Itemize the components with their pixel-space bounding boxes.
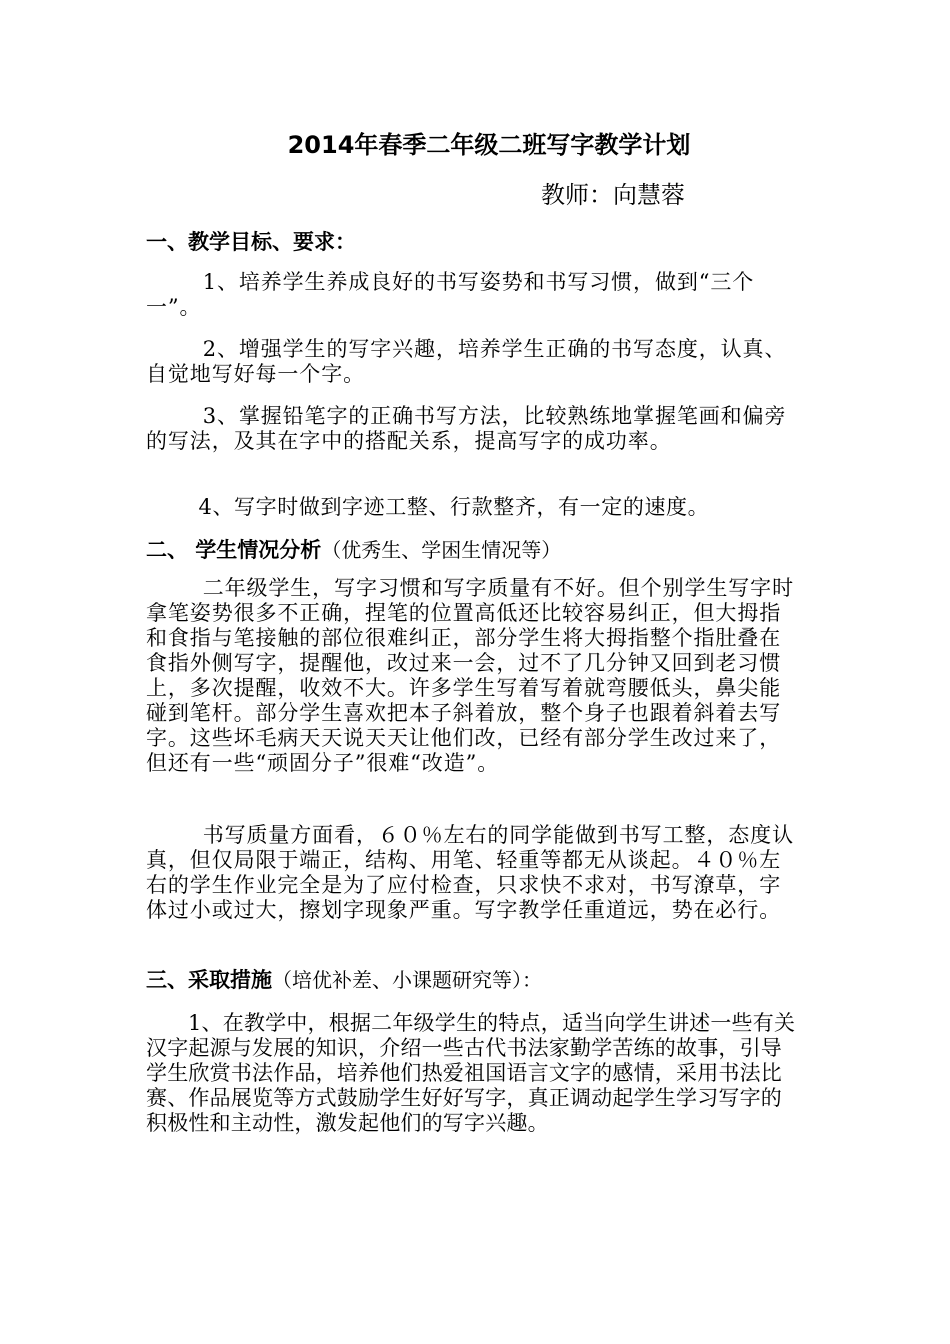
section-3-paragraph-1: 1、在教学中，根据二年级学生的特点，适当向学生讲述一些有关汉字起源与发展的知识，介绍一些古代书法家勤学苦练的故事，引导学生欣赏书法作品，培养他们热爱祖国语言文字的感情，采用书法比赛、作品展览等方式鼓励学生好好写字，真正调动起学生学习写字的积极性和主动性，激发起他们的写字兴趣。 (146, 1011, 796, 1135)
section-1-heading: 一、教学目标、要求： (146, 230, 356, 254)
document-title: 2014年春季二年级二班写字教学计划 (287, 131, 691, 159)
section-1-item-3: 3、掌握铅笔字的正确书写方法，比较熟练地掌握笔画和偏旁的写法，及其在字中的搭配关系，提高写字的成功率。 (146, 404, 787, 453)
section-2-heading-text: 二、 学生情况分析 (146, 538, 322, 562)
section-2-heading (146, 536, 561, 564)
section-2-paragraph-2: 书写质量方面看，６０％左右的同学能做到书写工整，态度认真，但仅局限于端正，结构、用笔、轻重等都无从谈起。４０％左右的学生作业完全是为了应付检查，只求快不求对，书写潦草，字体过小或过大，擦划字现象严重。写字教学任重道远，势在必行。 (146, 823, 794, 922)
section-1-item-4: 4、写字时做到字迹工整、行款整齐，有一定的速度。 (198, 495, 710, 519)
section-3-heading-note: （培优补差、小课题研究等）： (272, 968, 542, 992)
section-1-item-1: 1、培养学生养成良好的书写姿势和书写习惯，做到“三个一”。 (146, 270, 755, 319)
section-2-heading-note: （优秀生、学困生情况等） (321, 538, 562, 562)
section-3-heading (146, 966, 542, 994)
teacher-name: 教师：向慧蓉 (541, 181, 685, 209)
section-2-paragraph-1: 二年级学生，写字习惯和写字质量有不好。但个别学生写字时拿笔姿势很多不正确，捏笔的位置高低还比较容易纠正，但大拇指和食指与笔接触的部位很难纠正，部分学生将大拇指整个指肚叠在食指外侧写字，提醒他，改过来一会，过不了几分钟又回到老习惯上，多次提醒，收效不大。许多学生写着写着就弯腰低头，鼻尖能碰到笔杆。部分学生喜欢把本子斜着放，整个身子也跟着斜着去写字。这些坏毛病天天说天天让他们改，已经有部分学生改过来了，但还有一些“顽固分子”很难“改造”。 (146, 576, 794, 775)
section-3-heading-text: 三、采取措施 (146, 968, 272, 992)
section-1-item-2: 2、增强学生的写字兴趣，培养学生正确的书写态度，认真、自觉地写好每一个字。 (146, 337, 787, 386)
